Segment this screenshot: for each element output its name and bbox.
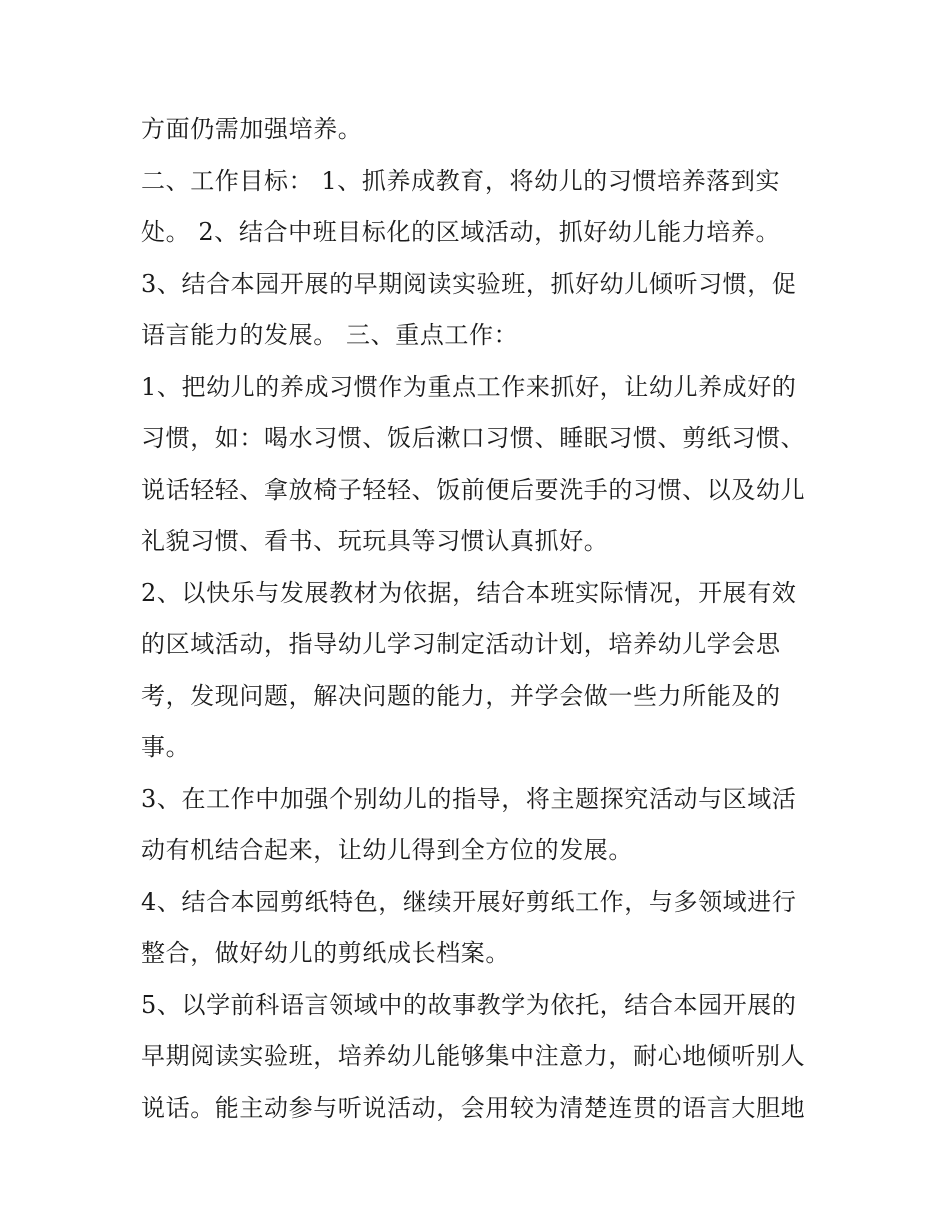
text-line: 4、结合本园剪纸特色，继续开展好剪纸工作，与多领域进行 [141,887,797,916]
text-line: 语言能力的发展。 三、重点工作： [141,321,519,349]
text-line: 早期阅读实验班，培养幼儿能够集中注意力，耐心地倾听别人 [141,1042,806,1070]
text-line: 2、以快乐与发展教材为依据，结合本班实际情况，开展有效 [141,578,797,607]
text-line: 二、工作目标： 1、抓养成教育，将幼儿的习惯培养落到实 [141,166,781,195]
text-line: 说话轻轻、拿放椅子轻轻、饭前便后要洗手的习惯、以及幼儿 [141,475,806,504]
text-line: 3、在工作中加强个别幼儿的指导，将主题探究活动与区域活 [141,784,797,813]
text-line: 整合，做好幼儿的剪纸成长档案。 [141,939,510,967]
text-line: 考，发现问题，解决问题的能力，并学会做一些力所能及的 [141,681,781,710]
text-line: 方面仍需加强培养。 [141,115,363,143]
text-line: 动有机结合起来，让幼儿得到全方位的发展。 [141,836,633,864]
text-line: 1、把幼儿的养成习惯作为重点工作来抓好，让幼儿养成好的 [141,372,797,401]
text-line: 事。 [141,733,191,761]
text-line: 3、结合本园开展的早期阅读实验班，抓好幼儿倾听习惯，促 [141,269,797,298]
document-body [141,104,831,1134]
text-line: 处。 2、结合中班目标化的区域活动，抓好幼儿能力培养。 [141,218,781,246]
text-line: 习惯，如：喝水习惯、饭后漱口习惯、睡眠习惯、剪纸习惯、 [141,424,806,452]
text-line: 礼貌习惯、看书、玩玩具等习惯认真抓好。 [141,527,609,555]
text-line: 的区域活动，指导幼儿学习制定活动计划，培养幼儿学会思 [141,630,781,658]
text-line: 5、以学前科语言领域中的故事教学为依托，结合本园开展的 [141,990,797,1019]
text-line: 说话。能主动参与听说活动，会用较为清楚连贯的语言大胆地 [141,1093,806,1122]
